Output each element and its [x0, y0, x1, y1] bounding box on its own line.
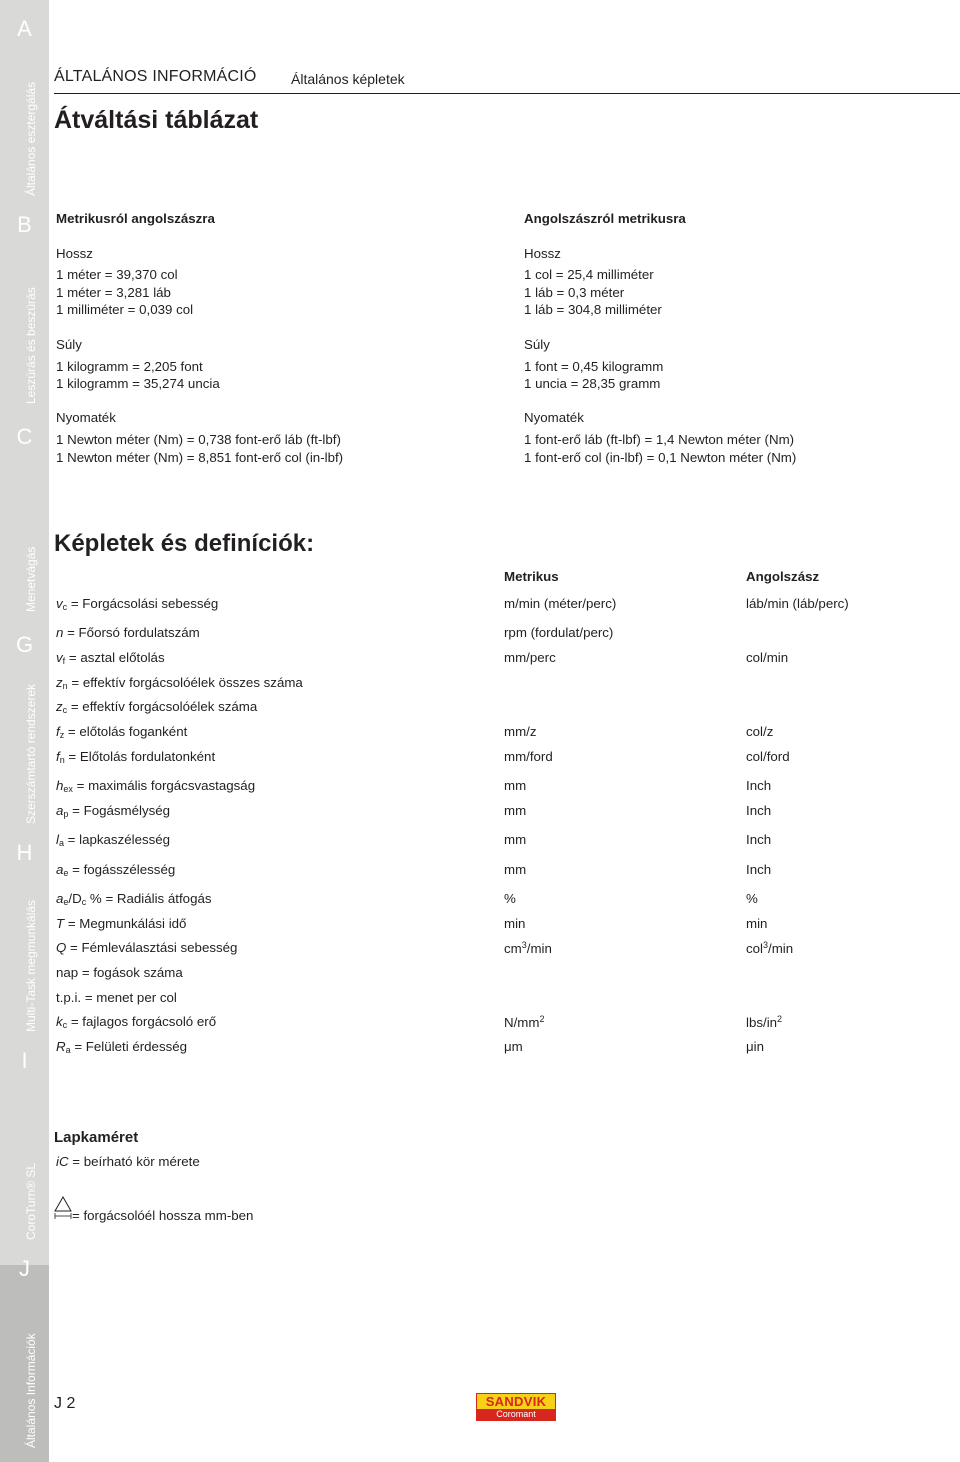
formulas-title: Képletek és definíciók:: [54, 530, 315, 557]
sidebar-label-coroturn[interactable]: CoroTurn® SL: [24, 1162, 38, 1240]
imperial-unit: [746, 1039, 764, 1054]
formula-definition: [56, 803, 170, 819]
formula-symbol: R: [56, 1039, 66, 1054]
formula-text: = Felületi érdesség: [70, 1039, 188, 1054]
metric-unit-exponent: 2: [539, 1014, 545, 1024]
formula-definition: [56, 596, 218, 612]
i2m-length-line: 1 láb = 0,3 méter: [524, 285, 625, 300]
metric-unit-text: mm: [504, 832, 527, 847]
col-header-metric: Metrikus: [504, 569, 559, 584]
imperial-unit-text: col/ford: [746, 749, 790, 764]
metric-unit: [504, 1014, 544, 1030]
col-header-imperial: Angolszász: [746, 569, 820, 584]
formula-symbol: f: [56, 749, 60, 764]
formula-text: % = Radiális átfogás: [86, 891, 212, 906]
formula-definition: [56, 1014, 216, 1030]
formula-definition: [56, 625, 200, 640]
formula-symbol: v: [56, 596, 63, 611]
formula-definition: [56, 940, 237, 955]
imperial-unit: [746, 940, 793, 956]
imperial-unit: [746, 832, 771, 847]
sidebar-label-multitask[interactable]: Multi-Task megmunkálás: [24, 899, 38, 1032]
formula-text: = előtolás foganként: [64, 724, 188, 739]
imperial-unit-text: Inch: [746, 862, 772, 877]
metric-unit: [504, 724, 537, 739]
imperial-unit: [746, 891, 758, 906]
formula-subscript: p: [63, 809, 69, 819]
imperial-unit: [746, 778, 771, 793]
metric-unit-text: mm: [504, 778, 527, 793]
m2i-length-line: 1 méter = 39,370 col: [56, 267, 178, 282]
insert-title: Lapkaméret: [54, 1129, 139, 1146]
metric-unit-text: rpm (fordulat/perc): [504, 625, 614, 640]
formula-subscript: ex: [63, 784, 73, 794]
metric-unit: [504, 832, 526, 847]
formula-text: = Megmunkálási idő: [64, 916, 187, 931]
formula-definition: [56, 916, 186, 931]
formula-definition: [56, 778, 255, 794]
formula-definition: [56, 724, 187, 740]
metric-unit: [504, 596, 616, 611]
imperial-unit-text: min: [746, 916, 768, 931]
formula-definition: [56, 891, 212, 907]
i2m-weight-line: 1 uncia = 28,35 gramm: [524, 376, 661, 391]
formula-definition: [56, 862, 175, 878]
formula-symbol: z: [56, 675, 63, 690]
formula-symbol: k: [56, 1014, 63, 1029]
formula-subscript: a: [58, 838, 64, 848]
formula-text: = Forgácsolási sebesség: [67, 596, 219, 611]
edge-length-icon: [52, 1194, 74, 1222]
imperial-unit-text: μin: [746, 1039, 765, 1054]
metric-unit: [504, 940, 552, 956]
metric-unit-text: m/min (méter/perc): [504, 596, 617, 611]
metric-unit-tail: /min: [526, 941, 552, 956]
imperial-unit: [746, 749, 790, 764]
formula-text: = Fémleválasztási sebesség: [66, 940, 238, 955]
metric-unit: [504, 803, 526, 818]
formula-subscript: a: [65, 1045, 71, 1055]
imperial-unit: [746, 724, 773, 739]
formula-subscript: c: [81, 897, 87, 907]
page-title: Átváltási táblázat: [54, 106, 259, 134]
imperial-unit-exponent: 3: [763, 940, 769, 950]
section-sidebar: [0, 0, 49, 1462]
m2i-torque-line: 1 Newton méter (Nm) = 0,738 font-erő láb (ft-lbf): [56, 432, 341, 447]
formula-text: t.p.i. = menet per col: [56, 990, 177, 1005]
sidebar-letter-a[interactable]: A: [17, 16, 32, 41]
formula-text: = Előtolás fordulatonként: [64, 749, 216, 764]
metric-unit: [504, 650, 556, 665]
metric-unit: [504, 749, 553, 764]
formula-subscript: f: [62, 656, 66, 666]
imperial-unit: [746, 596, 849, 611]
formula-text: = Főorsó fordulatszám: [63, 625, 200, 640]
imperial-unit-exponent: 2: [777, 1014, 783, 1024]
m2i-torque-label: Nyomaték: [56, 410, 116, 425]
formula-text: nap = fogások száma: [56, 965, 183, 980]
metric-unit-text: N/mm: [504, 1015, 540, 1030]
formula-text: = effektív forgácsolóélek összes száma: [67, 675, 303, 690]
metric-unit: [504, 862, 526, 877]
metric-unit-text: min: [504, 916, 526, 931]
formula-text: = lapkaszélesség: [63, 832, 171, 847]
imperial-unit-tail: /min: [768, 941, 794, 956]
i2m-length-line: 1 láb = 304,8 milliméter: [524, 302, 662, 317]
m2i-weight-label: Súly: [56, 337, 82, 352]
m2i-weight-line: 1 kilogramm = 2,205 font: [56, 359, 203, 374]
metric-unit-text: mm/perc: [504, 650, 556, 665]
formula-subscript: c: [62, 1020, 68, 1030]
formula-subscript: n: [59, 755, 65, 765]
formula-subscript: n: [62, 681, 68, 691]
formula-definition: [56, 699, 257, 715]
logo-sandvik-text: SANDVIK: [485, 1394, 547, 1409]
header-subcategory: Általános képletek: [291, 71, 405, 87]
sidebar-letter-h[interactable]: H: [16, 840, 33, 865]
imperial-unit-text: Inch: [746, 803, 772, 818]
formula-symbol: z: [56, 699, 63, 714]
formula-symbol: h: [56, 778, 64, 793]
sidebar-label-altalanos-esztergalas[interactable]: Általános esztergálás: [24, 81, 38, 196]
formula-subscript: e: [63, 897, 69, 907]
formula-subscript: c: [62, 602, 68, 612]
formula-symbol: n: [56, 625, 64, 640]
formula-symbol: a: [56, 891, 64, 906]
formula-text: = fogásszélesség: [68, 862, 176, 877]
imperial-unit: [746, 862, 771, 877]
metric-unit: [504, 1039, 523, 1054]
sidebar-label-menetvagas[interactable]: Menetvágás: [24, 546, 38, 612]
i2m-weight-label: Súly: [524, 337, 550, 352]
ic-definition-text: = beírható kör mérete: [68, 1154, 200, 1169]
formula-definition: [56, 749, 215, 765]
formula-definition: [56, 675, 303, 691]
formula-text: /D: [68, 891, 82, 906]
sidebar-letter-j[interactable]: J: [19, 1256, 30, 1281]
sandvik-coromant-logo: [476, 1393, 556, 1421]
formula-subscript: c: [62, 705, 68, 715]
metric-unit-text: mm: [504, 803, 527, 818]
formula-text: = fajlagos forgácsoló erő: [67, 1014, 217, 1029]
imperial-unit-text: %: [746, 891, 758, 906]
header-divider: [54, 93, 960, 94]
metric-unit: [504, 778, 526, 793]
metric-to-imperial-heading: Metrikusról angolszászra: [56, 211, 215, 226]
m2i-weight-line: 1 kilogramm = 35,274 uncia: [56, 376, 220, 391]
imperial-unit: [746, 803, 771, 818]
imperial-unit-text: col: [746, 941, 763, 956]
formula-text: = maximális forgácsvastagság: [72, 778, 256, 793]
metric-unit-text: mm/z: [504, 724, 537, 739]
i2m-torque-label: Nyomaték: [524, 410, 584, 425]
imperial-unit-text: lbs/in: [746, 1015, 778, 1030]
formula-symbol: v: [56, 650, 63, 665]
imperial-unit-text: láb/min (láb/perc): [746, 596, 849, 611]
formula-text: = Fogásmélység: [68, 803, 171, 818]
formula-symbol: Q: [56, 940, 67, 955]
m2i-length-line: 1 méter = 3,281 láb: [56, 285, 171, 300]
metric-unit-text: μm: [504, 1039, 523, 1054]
i2m-weight-line: 1 font = 0,45 kilogramm: [524, 359, 664, 374]
i2m-length-line: 1 col = 25,4 milliméter: [524, 267, 654, 282]
formula-text: = effektív forgácsolóélek száma: [67, 699, 258, 714]
sidebar-label-altalanos-informaciok[interactable]: Általános Információk: [24, 1333, 38, 1448]
formula-definition: [56, 650, 165, 666]
imperial-unit-text: Inch: [746, 832, 772, 847]
i2m-length-label: Hossz: [524, 246, 561, 261]
formula-symbol: l: [56, 832, 59, 847]
imperial-to-metric-heading: Angolszászról metrikusra: [524, 211, 686, 226]
imperial-unit: [746, 650, 788, 665]
sidebar-letter-c[interactable]: C: [16, 424, 33, 449]
formula-symbol: T: [56, 916, 65, 931]
imperial-unit: [746, 916, 767, 931]
formula-subscript: e: [63, 868, 69, 878]
insert-ic-definition: [56, 1154, 200, 1169]
m2i-length-line: 1 milliméter = 0,039 col: [56, 302, 194, 317]
metric-unit-text: mm/ford: [504, 749, 553, 764]
sidebar-letter-g[interactable]: G: [15, 632, 34, 657]
imperial-unit-text: col/min: [746, 650, 789, 665]
formula-symbol: a: [56, 803, 64, 818]
sidebar-label-leszuras[interactable]: Leszúrás és beszúrás: [24, 287, 38, 404]
sidebar-letter-i[interactable]: I: [21, 1048, 28, 1073]
header-category: ÁLTALÁNOS INFORMÁCIÓ: [54, 68, 257, 85]
sidebar-label-szerszamtarto[interactable]: Szerszámtartó rendszerek: [24, 683, 38, 824]
metric-unit-exponent: 3: [521, 940, 527, 950]
formula-subscript: z: [59, 730, 65, 740]
formula-symbol: f: [56, 724, 60, 739]
metric-unit: [504, 891, 516, 906]
formula-text: = asztal előtolás: [65, 650, 165, 665]
formula-definition: [56, 832, 170, 848]
formula-definition: [56, 1039, 187, 1055]
imperial-unit-text: col/z: [746, 724, 774, 739]
metric-unit-text: cm: [504, 941, 522, 956]
ic-symbol: iC: [56, 1154, 69, 1169]
formula-definition: [56, 990, 177, 1005]
sidebar-letter-b[interactable]: B: [17, 212, 32, 237]
metric-unit: [504, 916, 525, 931]
imperial-unit-text: Inch: [746, 778, 772, 793]
i2m-torque-line: 1 font-erő col (in-lbf) = 0,1 Newton méter (Nm): [524, 450, 797, 465]
m2i-torque-line: 1 Newton méter (Nm) = 8,851 font-erő col (in-lbf): [56, 450, 344, 465]
page-number: J 2: [54, 1395, 76, 1412]
formula-definition: [56, 965, 183, 980]
m2i-length-label: Hossz: [56, 246, 93, 261]
metric-unit-text: mm: [504, 862, 527, 877]
metric-unit: [504, 625, 613, 640]
formula-symbol: a: [56, 862, 64, 877]
logo-coromant-text: Coromant: [477, 1409, 555, 1420]
metric-unit-text: %: [504, 891, 516, 906]
i2m-torque-line: 1 font-erő láb (ft-lbf) = 1,4 Newton méter (Nm): [524, 432, 795, 447]
edge-length-definition: = forgácsolóél hossza mm-ben: [72, 1208, 254, 1223]
imperial-unit: [746, 1014, 782, 1030]
